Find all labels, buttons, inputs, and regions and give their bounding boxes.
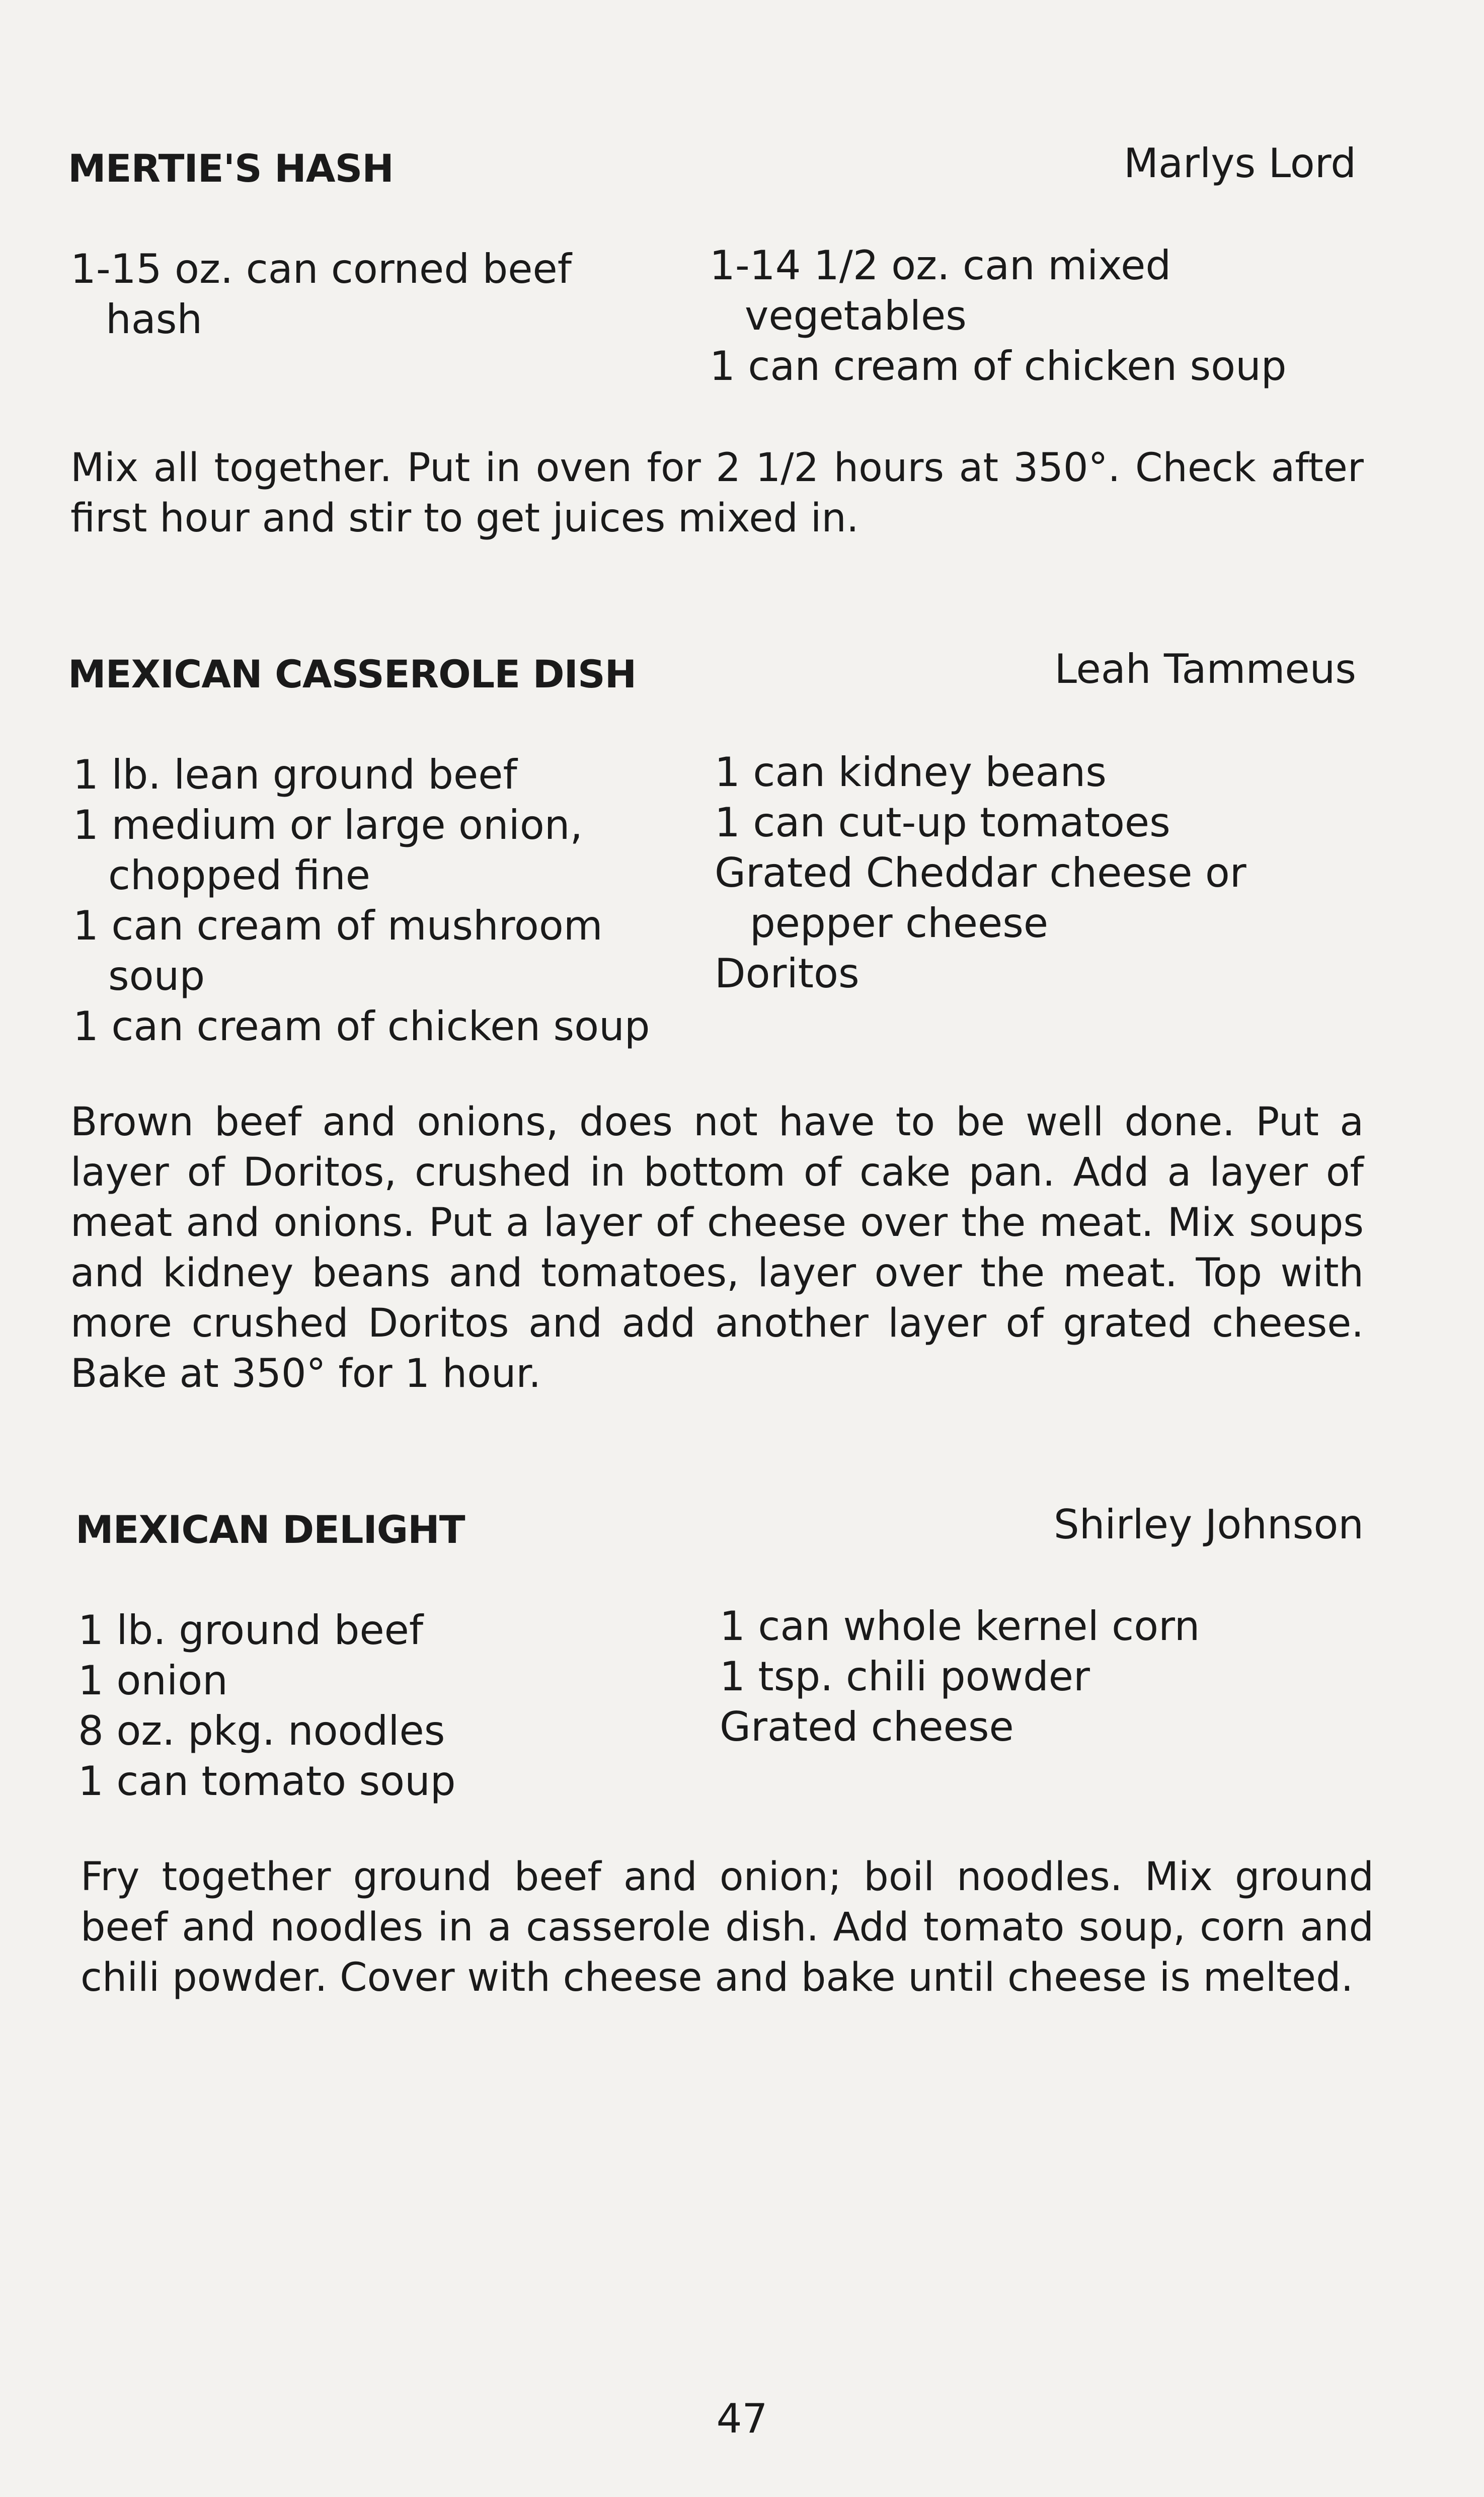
- ingredient: vegetables: [745, 292, 967, 339]
- ingredient: Grated Cheddar cheese or: [715, 849, 1246, 896]
- ingredient: 1 tsp. chili powder: [720, 1653, 1090, 1700]
- ingredient: pepper cheese: [750, 900, 1049, 947]
- ingredient: 1-15 oz. can corned beef: [70, 246, 572, 292]
- ingredient: 1 onion: [78, 1657, 228, 1704]
- ingredient: 1 can cut-up tomatoes: [715, 799, 1170, 846]
- ingredients-left: [70, 244, 572, 345]
- ingredient: 1 can kidney beans: [715, 749, 1107, 796]
- ingredients-right: [715, 747, 1246, 999]
- ingredient: hash: [106, 296, 203, 343]
- ingredient: chopped fine: [108, 852, 370, 899]
- recipe-title: MERTIE'S HASH: [68, 146, 394, 191]
- page-number: 47: [716, 2395, 768, 2442]
- ingredients-left: [78, 1605, 456, 1807]
- recipe-author: Marlys Lord: [1124, 140, 1356, 187]
- recipe-author: Leah Tammeus: [1054, 646, 1356, 692]
- ingredients-right: [710, 241, 1287, 392]
- ingredients-left: [73, 750, 650, 1052]
- recipe-directions: Mix all together. Put in oven for 2 1/2 hours at 350°. Check after first hour and stir to get juices mixed in.: [70, 445, 1364, 541]
- recipe-title: MEXICAN CASSEROLE DISH: [68, 652, 637, 696]
- recipe-title: MEXICAN DELIGHT: [75, 1507, 465, 1552]
- recipe-author: Shirley Johnson: [1053, 1501, 1364, 1548]
- ingredient: 1 can whole kernel corn: [720, 1603, 1200, 1650]
- ingredient: 8 oz. pkg. noodles: [78, 1707, 445, 1754]
- ingredient: 1 can tomato soup: [78, 1758, 456, 1805]
- ingredient: 1 can cream of mushroom: [73, 902, 603, 949]
- ingredient: 1 can cream of chicken soup: [710, 343, 1287, 389]
- ingredient: 1 can cream of chicken soup: [73, 1003, 650, 1050]
- recipe-directions: Fry together ground beef and onion; boil noodles. Mix ground beef and noodles in a casserole dish. Add tomato soup, corn and chili powder. Cover with cheese and bake until cheese is melted.: [81, 1854, 1374, 2000]
- ingredient: Doritos: [715, 950, 860, 997]
- ingredients-right: [720, 1601, 1200, 1752]
- ingredient: 1-14 1/2 oz. can mixed: [710, 242, 1171, 289]
- ingredient: soup: [108, 953, 205, 999]
- ingredient: 1 lb. ground beef: [78, 1607, 424, 1654]
- ingredient: 1 lb. lean ground beef: [73, 751, 517, 798]
- ingredient: 1 medium or large onion,: [73, 802, 583, 848]
- ingredient: Grated cheese: [720, 1703, 1014, 1750]
- recipe-directions: Brown beef and onions, does not have to be well done. Put a layer of Doritos, crushed in bottom of cake pan. Add a layer of meat and onions. Put a layer of cheese over the meat. Mix soups and kidney beans and tomatoes, layer over the meat. Top with more crushed Doritos and add another layer of grated cheese. Bake at 350° for 1 hour.: [70, 1100, 1364, 1396]
